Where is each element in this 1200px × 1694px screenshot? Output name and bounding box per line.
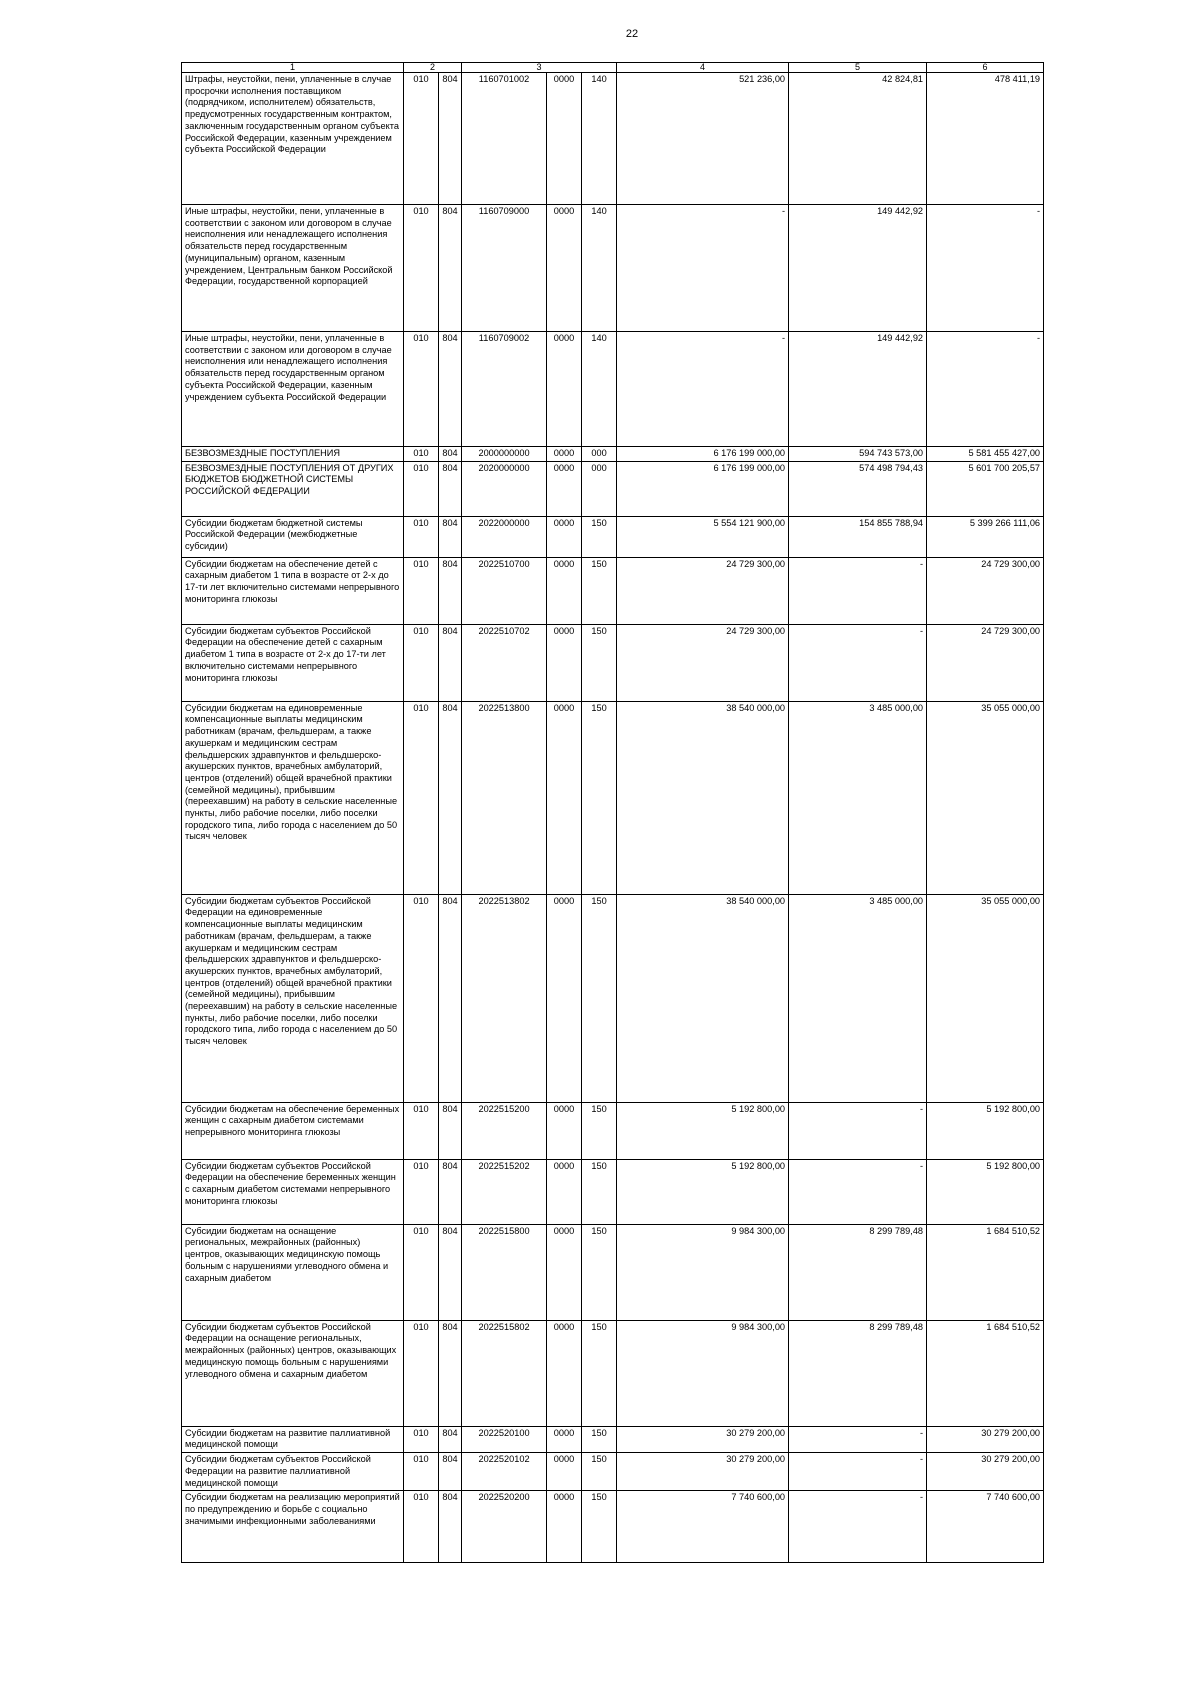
admin-code: 010 bbox=[404, 557, 439, 624]
executed-amount: 3 485 000,00 bbox=[789, 701, 927, 894]
row-name: Субсидии бюджетам на развитие паллиативной медицинской помощи bbox=[182, 1426, 404, 1452]
program-code: 0000 bbox=[547, 205, 582, 332]
planned-amount: 5 554 121 900,00 bbox=[617, 516, 789, 557]
column-header: 3 bbox=[462, 63, 617, 73]
chapter-code: 804 bbox=[439, 447, 462, 462]
income-code: 2000000000 bbox=[462, 447, 547, 462]
row-name: Субсидии бюджетам на оснащение региональных, межрайонных (районных) центров, оказывающих медицинскую помощь больным с нарушениями углеводного обмена и сахарным диабетом bbox=[182, 1224, 404, 1320]
page-number: 22 bbox=[625, 28, 639, 40]
chapter-code: 804 bbox=[439, 1320, 462, 1426]
remaining-amount: 30 279 200,00 bbox=[927, 1453, 1044, 1491]
chapter-code: 804 bbox=[439, 894, 462, 1102]
table-row bbox=[182, 1159, 1044, 1224]
kosgu-code: 150 bbox=[582, 557, 617, 624]
row-name: Субсидии бюджетам субъектов Российской Федерации на единовременные компенсационные выплаты медицинским работникам (врачам, фельдшерам, а также акушеркам и медицинским сестрам фельдшерских здравпунктов и фельдшерско-акушерских пунктов, врачебных амбулаторий, центров (отделений) общей врачебной практики (семейной медицины), прибывшим (переехавшим) на работу в сельские населенные пункты, либо рабочие поселки, либо поселки городского типа, либо города с населением до 50 тысяч человек bbox=[182, 894, 404, 1102]
planned-amount: 5 192 800,00 bbox=[617, 1102, 789, 1159]
table-row bbox=[182, 701, 1044, 894]
program-code: 0000 bbox=[547, 624, 582, 701]
remaining-amount: 1 684 510,52 bbox=[927, 1224, 1044, 1320]
remaining-amount: 35 055 000,00 bbox=[927, 894, 1044, 1102]
chapter-code: 804 bbox=[439, 332, 462, 447]
kosgu-code: 150 bbox=[582, 1224, 617, 1320]
table-row bbox=[182, 1453, 1044, 1491]
program-code: 0000 bbox=[547, 73, 582, 205]
planned-amount: 38 540 000,00 bbox=[617, 894, 789, 1102]
executed-amount: 149 442,92 bbox=[789, 332, 927, 447]
executed-amount: - bbox=[789, 1491, 927, 1563]
planned-amount: 30 279 200,00 bbox=[617, 1426, 789, 1452]
remaining-amount: 5 399 266 111,06 bbox=[927, 516, 1044, 557]
planned-amount: 30 279 200,00 bbox=[617, 1453, 789, 1491]
planned-amount: 5 192 800,00 bbox=[617, 1159, 789, 1224]
table-row bbox=[182, 516, 1044, 557]
kosgu-code: 150 bbox=[582, 1320, 617, 1426]
kosgu-code: 150 bbox=[582, 1102, 617, 1159]
planned-amount: 9 984 300,00 bbox=[617, 1224, 789, 1320]
table-row bbox=[182, 1426, 1044, 1452]
income-code: 1160709002 bbox=[462, 332, 547, 447]
column-header: 5 bbox=[789, 63, 927, 73]
admin-code: 010 bbox=[404, 73, 439, 205]
remaining-amount: 5 581 455 427,00 bbox=[927, 447, 1044, 462]
executed-amount: 149 442,92 bbox=[789, 205, 927, 332]
kosgu-code: 150 bbox=[582, 516, 617, 557]
remaining-amount: 35 055 000,00 bbox=[927, 701, 1044, 894]
remaining-amount: 5 192 800,00 bbox=[927, 1159, 1044, 1224]
budget-table bbox=[181, 62, 1044, 1563]
chapter-code: 804 bbox=[439, 1159, 462, 1224]
remaining-amount: 7 740 600,00 bbox=[927, 1491, 1044, 1563]
column-header: 6 bbox=[927, 63, 1044, 73]
planned-amount: - bbox=[617, 332, 789, 447]
chapter-code: 804 bbox=[439, 1491, 462, 1563]
row-name: Субсидии бюджетам на обеспечение беременных женщин с сахарным диабетом системами непрерывного мониторинга глюкозы bbox=[182, 1102, 404, 1159]
planned-amount: 6 176 199 000,00 bbox=[617, 447, 789, 462]
row-name: Субсидии бюджетам на единовременные компенсационные выплаты медицинским работникам (врачам, фельдшерам, а также акушеркам и медицинским сестрам фельдшерских здравпунктов и фельдшерско-акушерских пунктов, врачебных амбулаторий, центров (отделений) общей врачебной практики (семейной медицины), прибывшим (переехавшим) на работу в сельские населенные пункты, либо рабочие поселки, либо поселки городского типа, либо города с населением до 50 тысяч человек bbox=[182, 701, 404, 894]
program-code: 0000 bbox=[547, 516, 582, 557]
chapter-code: 804 bbox=[439, 1224, 462, 1320]
chapter-code: 804 bbox=[439, 1453, 462, 1491]
remaining-amount: - bbox=[927, 205, 1044, 332]
income-code: 1160701002 bbox=[462, 73, 547, 205]
row-name: БЕЗВОЗМЕЗДНЫЕ ПОСТУПЛЕНИЯ bbox=[182, 447, 404, 462]
chapter-code: 804 bbox=[439, 1426, 462, 1452]
row-name: Субсидии бюджетам субъектов Российской Федерации на развитие паллиативной медицинской помощи bbox=[182, 1453, 404, 1491]
chapter-code: 804 bbox=[439, 461, 462, 516]
program-code: 0000 bbox=[547, 894, 582, 1102]
kosgu-code: 150 bbox=[582, 1426, 617, 1452]
executed-amount: 574 498 794,43 bbox=[789, 461, 927, 516]
remaining-amount: 30 279 200,00 bbox=[927, 1426, 1044, 1452]
executed-amount: 8 299 789,48 bbox=[789, 1320, 927, 1426]
program-code: 0000 bbox=[547, 1159, 582, 1224]
income-code: 1160709000 bbox=[462, 205, 547, 332]
kosgu-code: 140 bbox=[582, 332, 617, 447]
admin-code: 010 bbox=[404, 624, 439, 701]
table-row bbox=[182, 1491, 1044, 1563]
program-code: 0000 bbox=[547, 1453, 582, 1491]
planned-amount: 6 176 199 000,00 bbox=[617, 461, 789, 516]
row-name: Штрафы, неустойки, пени, уплаченные в случае просрочки исполнения поставщиком (подрядчиком, исполнителем) обязательств, предусмотренных государственным контрактом, заключенным государственным органом субъекта Российской Федерации, казенным учреждением субъекта Российской Федерации bbox=[182, 73, 404, 205]
planned-amount: 24 729 300,00 bbox=[617, 624, 789, 701]
admin-code: 010 bbox=[404, 1426, 439, 1452]
admin-code: 010 bbox=[404, 1320, 439, 1426]
admin-code: 010 bbox=[404, 447, 439, 462]
executed-amount: - bbox=[789, 1102, 927, 1159]
income-code: 2022510700 bbox=[462, 557, 547, 624]
row-name: Субсидии бюджетам субъектов Российской Федерации на обеспечение беременных женщин с сахарным диабетом системами непрерывного мониторинга глюкозы bbox=[182, 1159, 404, 1224]
row-name: Субсидии бюджетам субъектов Российской Федерации на оснащение региональных, межрайонных (районных) центров, оказывающих медицинскую помощь больным с нарушениями углеводного обмена и сахарным диабетом bbox=[182, 1320, 404, 1426]
chapter-code: 804 bbox=[439, 516, 462, 557]
column-header: 1 bbox=[182, 63, 404, 73]
column-header: 4 bbox=[617, 63, 789, 73]
remaining-amount: 5 601 700 205,57 bbox=[927, 461, 1044, 516]
remaining-amount: 478 411,19 bbox=[927, 73, 1044, 205]
admin-code: 010 bbox=[404, 205, 439, 332]
kosgu-code: 150 bbox=[582, 1491, 617, 1563]
kosgu-code: 150 bbox=[582, 1453, 617, 1491]
table-row bbox=[182, 557, 1044, 624]
executed-amount: - bbox=[789, 1159, 927, 1224]
column-header-row bbox=[182, 63, 1044, 73]
table-row bbox=[182, 1102, 1044, 1159]
planned-amount: 38 540 000,00 bbox=[617, 701, 789, 894]
executed-amount: 3 485 000,00 bbox=[789, 894, 927, 1102]
program-code: 0000 bbox=[547, 701, 582, 894]
table-row bbox=[182, 894, 1044, 1102]
table-row bbox=[182, 73, 1044, 205]
program-code: 0000 bbox=[547, 332, 582, 447]
executed-amount: - bbox=[789, 557, 927, 624]
table-row bbox=[182, 332, 1044, 447]
remaining-amount: 5 192 800,00 bbox=[927, 1102, 1044, 1159]
admin-code: 010 bbox=[404, 701, 439, 894]
program-code: 0000 bbox=[547, 1102, 582, 1159]
admin-code: 010 bbox=[404, 1102, 439, 1159]
admin-code: 010 bbox=[404, 1159, 439, 1224]
chapter-code: 804 bbox=[439, 1102, 462, 1159]
table-row bbox=[182, 1224, 1044, 1320]
program-code: 0000 bbox=[547, 447, 582, 462]
table-row bbox=[182, 1320, 1044, 1426]
program-code: 0000 bbox=[547, 1491, 582, 1563]
row-name: БЕЗВОЗМЕЗДНЫЕ ПОСТУПЛЕНИЯ ОТ ДРУГИХ БЮДЖЕТОВ БЮДЖЕТНОЙ СИСТЕМЫ РОССИЙСКОЙ ФЕДЕРАЦИИ bbox=[182, 461, 404, 516]
kosgu-code: 000 bbox=[582, 461, 617, 516]
program-code: 0000 bbox=[547, 1224, 582, 1320]
executed-amount: 154 855 788,94 bbox=[789, 516, 927, 557]
column-header: 2 bbox=[404, 63, 462, 73]
income-code: 2022520100 bbox=[462, 1426, 547, 1452]
income-code: 2022515200 bbox=[462, 1102, 547, 1159]
table-row bbox=[182, 205, 1044, 332]
row-name: Субсидии бюджетам субъектов Российской Федерации на обеспечение детей с сахарным диабетом 1 типа в возрасте от 2-х до 17-ти лет включительно системами непрерывного мониторинга глюкозы bbox=[182, 624, 404, 701]
planned-amount: 521 236,00 bbox=[617, 73, 789, 205]
admin-code: 010 bbox=[404, 1453, 439, 1491]
executed-amount: 8 299 789,48 bbox=[789, 1224, 927, 1320]
kosgu-code: 150 bbox=[582, 1159, 617, 1224]
chapter-code: 804 bbox=[439, 701, 462, 894]
admin-code: 010 bbox=[404, 894, 439, 1102]
planned-amount: - bbox=[617, 205, 789, 332]
income-code: 2020000000 bbox=[462, 461, 547, 516]
table-row bbox=[182, 624, 1044, 701]
admin-code: 010 bbox=[404, 1224, 439, 1320]
income-code: 2022513800 bbox=[462, 701, 547, 894]
admin-code: 010 bbox=[404, 332, 439, 447]
remaining-amount: - bbox=[927, 332, 1044, 447]
income-code: 2022513802 bbox=[462, 894, 547, 1102]
income-code: 2022000000 bbox=[462, 516, 547, 557]
kosgu-code: 000 bbox=[582, 447, 617, 462]
program-code: 0000 bbox=[547, 1320, 582, 1426]
planned-amount: 9 984 300,00 bbox=[617, 1320, 789, 1426]
admin-code: 010 bbox=[404, 1491, 439, 1563]
income-code: 2022520102 bbox=[462, 1453, 547, 1491]
program-code: 0000 bbox=[547, 557, 582, 624]
row-name: Субсидии бюджетам на реализацию мероприятий по предупреждению и борьбе с социально значимыми инфекционными заболеваниями bbox=[182, 1491, 404, 1563]
income-code: 2022520200 bbox=[462, 1491, 547, 1563]
table-row bbox=[182, 447, 1044, 462]
admin-code: 010 bbox=[404, 461, 439, 516]
chapter-code: 804 bbox=[439, 624, 462, 701]
remaining-amount: 1 684 510,52 bbox=[927, 1320, 1044, 1426]
remaining-amount: 24 729 300,00 bbox=[927, 624, 1044, 701]
kosgu-code: 150 bbox=[582, 701, 617, 894]
planned-amount: 24 729 300,00 bbox=[617, 557, 789, 624]
kosgu-code: 140 bbox=[582, 205, 617, 332]
table-row bbox=[182, 461, 1044, 516]
row-name: Иные штрафы, неустойки, пени, уплаченные в соответствии с законом или договором в случае неисполнения или ненадлежащего исполнения обязательств перед государственным (муниципальным) органом, казенным учреждением, Центральным банком Российской Федерации, государственной корпорацией bbox=[182, 205, 404, 332]
income-code: 2022515802 bbox=[462, 1320, 547, 1426]
executed-amount: 42 824,81 bbox=[789, 73, 927, 205]
kosgu-code: 140 bbox=[582, 73, 617, 205]
row-name: Субсидии бюджетам бюджетной системы Российской Федерации (межбюджетные субсидии) bbox=[182, 516, 404, 557]
chapter-code: 804 bbox=[439, 205, 462, 332]
executed-amount: - bbox=[789, 624, 927, 701]
income-code: 2022515800 bbox=[462, 1224, 547, 1320]
kosgu-code: 150 bbox=[582, 624, 617, 701]
chapter-code: 804 bbox=[439, 557, 462, 624]
program-code: 0000 bbox=[547, 1426, 582, 1452]
executed-amount: 594 743 573,00 bbox=[789, 447, 927, 462]
planned-amount: 7 740 600,00 bbox=[617, 1491, 789, 1563]
income-code: 2022515202 bbox=[462, 1159, 547, 1224]
program-code: 0000 bbox=[547, 461, 582, 516]
row-name: Субсидии бюджетам на обеспечение детей с сахарным диабетом 1 типа в возрасте от 2-х до 17-ти лет включительно системами непрерывного мониторинга глюкозы bbox=[182, 557, 404, 624]
admin-code: 010 bbox=[404, 516, 439, 557]
executed-amount: - bbox=[789, 1426, 927, 1452]
chapter-code: 804 bbox=[439, 73, 462, 205]
row-name: Иные штрафы, неустойки, пени, уплаченные в соответствии с законом или договором в случае неисполнения или ненадлежащего исполнения обязательств перед государственным органом субъекта Российской Федерации, казенным учреждением субъекта Российской Федерации bbox=[182, 332, 404, 447]
income-code: 2022510702 bbox=[462, 624, 547, 701]
remaining-amount: 24 729 300,00 bbox=[927, 557, 1044, 624]
executed-amount: - bbox=[789, 1453, 927, 1491]
kosgu-code: 150 bbox=[582, 894, 617, 1102]
